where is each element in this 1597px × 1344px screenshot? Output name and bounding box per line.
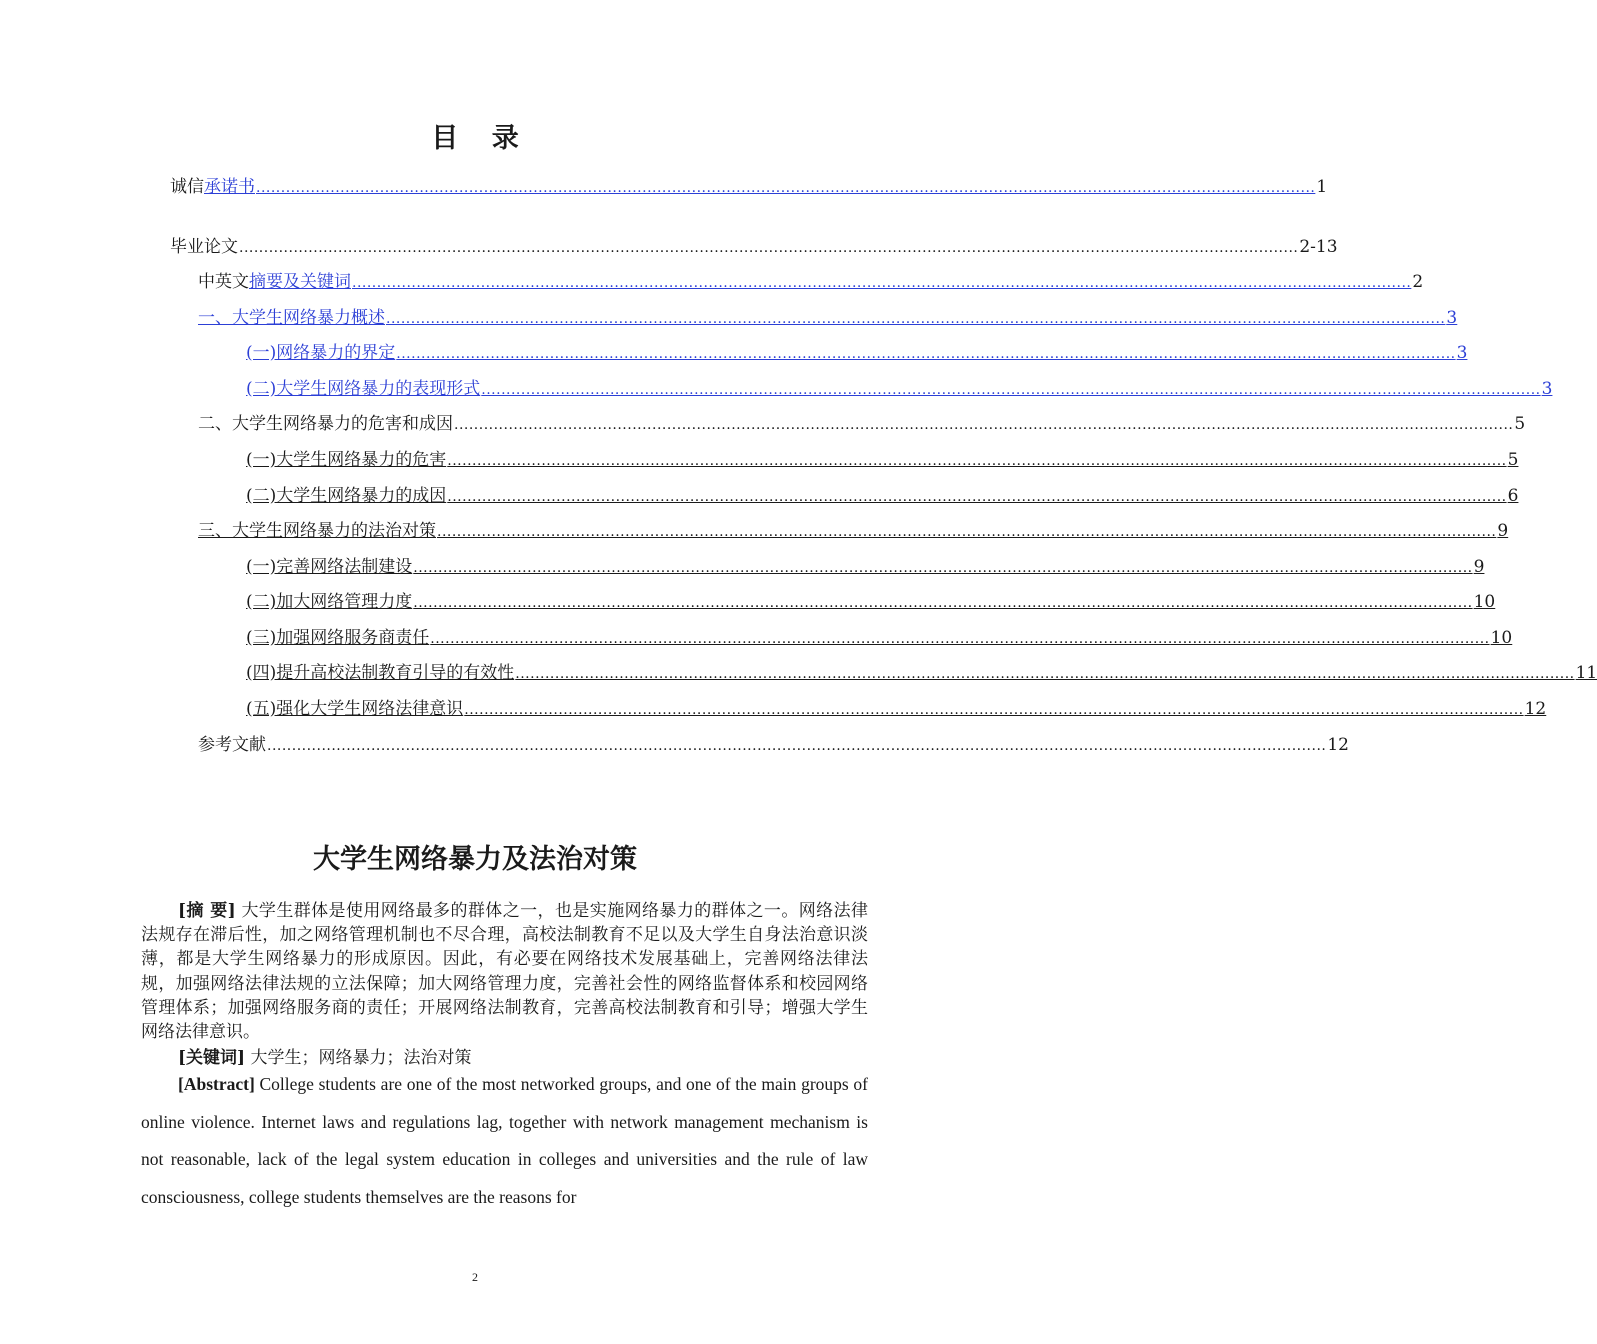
toc-entry-page: 9	[1497, 521, 1509, 541]
keywords-cn-label: [关键词]	[178, 1048, 246, 1068]
toc-leader-dots: ......................................................................................................................................................................................................................	[267, 738, 1327, 754]
toc-entry-section-3-5[interactable]	[246, 697, 1547, 721]
toc-entry-label: 参考文献	[198, 735, 266, 755]
abstract-cn	[141, 899, 868, 1044]
toc-entry-label[interactable]: (四)提升高校法制教育引导的有效性	[246, 663, 515, 683]
toc-entry-page: 2	[1412, 272, 1424, 292]
toc-entry-pledge[interactable]	[170, 175, 1328, 199]
toc-entry-page: 12	[1327, 735, 1349, 755]
toc-entry-label[interactable]: 摘要及关键词	[249, 272, 351, 292]
toc-entry-page: 3	[1456, 343, 1468, 363]
toc-entry-label[interactable]: 一、大学生网络暴力概述	[198, 308, 385, 328]
toc-entry-label[interactable]: 三、大学生网络暴力的法治对策	[198, 521, 436, 541]
toc-entry-page: 11	[1575, 663, 1597, 683]
toc-entry-page: 5	[1507, 450, 1519, 470]
toc-entry-section-2-1[interactable]	[246, 448, 1519, 472]
toc-entry-section-3-4[interactable]	[246, 661, 1597, 685]
toc-leader-dots: ......................................................................................................................................................................................................................	[464, 702, 1524, 718]
toc-leader-dots: ......................................................................................................................................................................................................................	[430, 631, 1490, 647]
toc-entry-page: 1	[1316, 177, 1328, 197]
toc-entry-label: 二、大学生网络暴力的危害和成因	[198, 414, 453, 434]
toc-entry-page: 9	[1473, 557, 1485, 577]
abstract-cn-label: [摘 要]	[178, 901, 236, 921]
toc-entry-section-1[interactable]	[198, 306, 1458, 330]
toc-entry-section-2[interactable]	[198, 412, 1526, 436]
toc-entry-label[interactable]: 承诺书	[204, 177, 255, 197]
toc-entry-label[interactable]: (二)大学生网络暴力的成因	[246, 486, 447, 506]
toc-leader-dots: ......................................................................................................................................................................................................................	[239, 240, 1299, 256]
toc-entry-label[interactable]: (一)完善网络法制建设	[246, 557, 413, 577]
toc-entry-abstract[interactable]	[198, 270, 1424, 294]
abstract-cn-text: 大学生群体是使用网络最多的群体之一，也是实施网络暴力的群体之一。网络法律法规存在滞后性，加之网络管理机制也不尽合理，高校法制教育不足以及大学生自身法治意识淡薄，都是大学生网络暴力的形成原因。因此，有必要在网络技术发展基础上，完善网络法律法规，加强网络法律法规的立法保障；加大网络管理力度，完善社会性的网络监督体系和校园网络管理体系；加强网络服务商的责任；开展网络法制教育，完善高校法制教育和引导；增强大学生网络法律意识。	[141, 901, 868, 1043]
toc-entry-section-2-2[interactable]	[246, 484, 1519, 508]
toc-entry-page: 3	[1446, 308, 1458, 328]
toc-entry-label[interactable]: (三)加强网络服务商责任	[246, 628, 430, 648]
toc-entry-page: 12	[1524, 699, 1547, 719]
abstract-en	[141, 1066, 868, 1216]
toc-leader-dots: ......................................................................................................................................................................................................................	[515, 666, 1575, 682]
page-number: 2	[472, 1270, 478, 1284]
toc-title: 目 录	[431, 123, 531, 154]
toc-entry-page: 3	[1541, 379, 1553, 399]
toc-entry-section-3-1[interactable]	[246, 555, 1485, 579]
toc-entry-page: 2-13	[1299, 237, 1338, 257]
toc-leader-dots: ......................................................................................................................................................................................................................	[454, 417, 1514, 433]
toc-entry-page: 10	[1490, 628, 1513, 648]
toc-leader-dots: ......................................................................................................................................................................................................................	[386, 311, 1446, 327]
toc-entry-page: 6	[1507, 486, 1519, 506]
abstract-en-label: [Abstract]	[178, 1074, 255, 1094]
toc-entry-label: 毕业论文	[170, 237, 238, 257]
toc-leader-dots: ......................................................................................................................................................................................................................	[481, 382, 1541, 398]
abstract-en-text: College students are one of the most networked groups, and one of the main groups of online violence. Internet laws and regulations lag, together with network management mechanism is not reasonable, lack of the legal system education in colleges and universities and the rule of law consciousness, college students themselves are the reasons for	[141, 1074, 868, 1207]
toc-entry-prefix: 中英文	[198, 272, 249, 292]
toc-entry-section-3-2[interactable]	[246, 590, 1496, 614]
toc-entry-references[interactable]	[198, 733, 1349, 757]
toc-entry-label[interactable]: (二)大学生网络暴力的表现形式	[246, 379, 481, 399]
toc-leader-dots: ......................................................................................................................................................................................................................	[396, 346, 1456, 362]
keywords-cn-text: 大学生；网络暴力；法治对策	[245, 1048, 472, 1068]
toc-entry-label[interactable]: (五)强化大学生网络法律意识	[246, 699, 464, 719]
toc-leader-dots: ......................................................................................................................................................................................................................	[413, 560, 1473, 576]
toc-leader-dots: ......................................................................................................................................................................................................................	[413, 595, 1473, 611]
toc-entry-label[interactable]: (一)大学生网络暴力的危害	[246, 450, 447, 470]
toc-entry-section-3[interactable]	[198, 519, 1509, 543]
toc-entry-section-1-1[interactable]	[246, 341, 1468, 365]
toc-entry-label[interactable]: (二)加大网络管理力度	[246, 592, 413, 612]
toc-entry-section-1-2[interactable]	[246, 377, 1553, 401]
toc-entry-thesis[interactable]	[170, 235, 1338, 259]
toc-leader-dots: ......................................................................................................................................................................................................................	[447, 453, 1507, 469]
toc-leader-dots: ......................................................................................................................................................................................................................	[256, 180, 1316, 196]
toc-leader-dots: ......................................................................................................................................................................................................................	[447, 489, 1507, 505]
toc-entry-prefix: 诚信	[170, 177, 204, 197]
document-title: 大学生网络暴力及法治对策	[313, 844, 637, 875]
toc-leader-dots: ......................................................................................................................................................................................................................	[352, 275, 1412, 291]
toc-entry-page: 5	[1514, 414, 1526, 434]
toc-entry-page: 10	[1473, 592, 1496, 612]
toc-leader-dots: ......................................................................................................................................................................................................................	[437, 524, 1497, 540]
toc-entry-section-3-3[interactable]	[246, 626, 1513, 650]
toc-entry-label[interactable]: (一)网络暴力的界定	[246, 343, 396, 363]
